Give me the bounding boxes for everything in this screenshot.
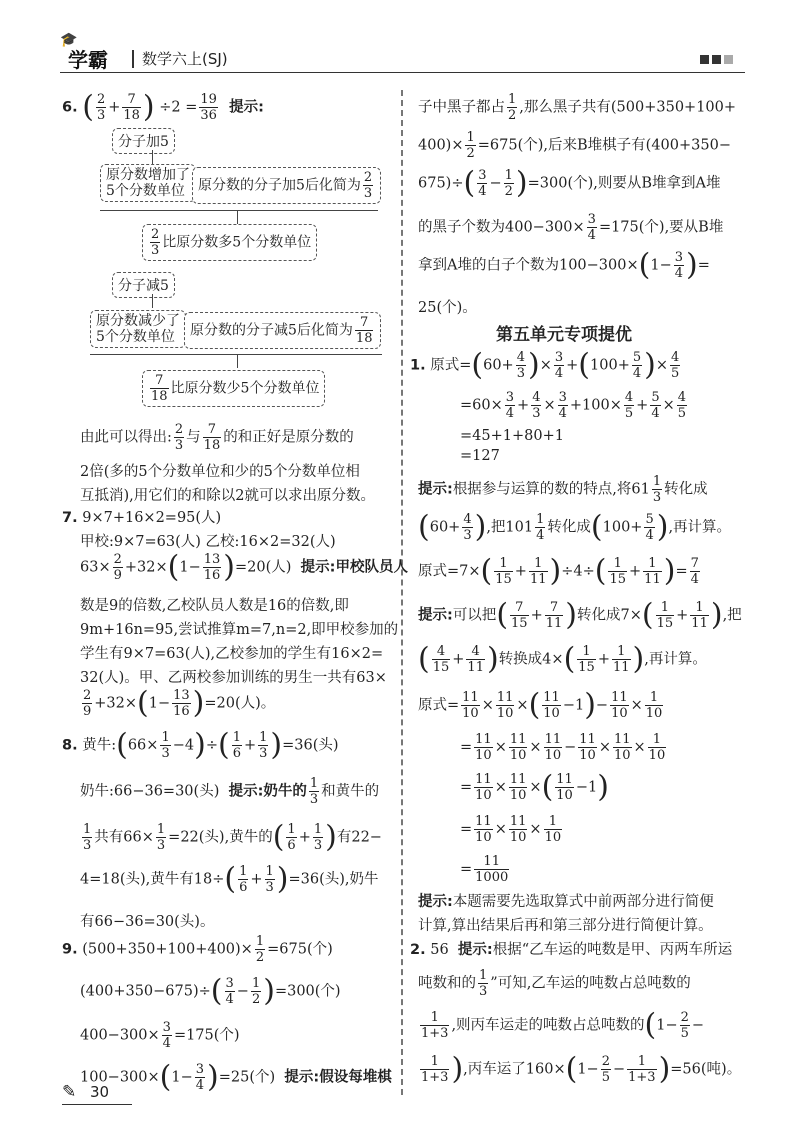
square-icon xyxy=(712,55,721,64)
s1-calc-4: = $\frac{11}{10}$ × $\frac{11}{10}$ × $\frac{11}{10}$ − $\frac{11}{10}$ × $\frac{11}{10}$ × $\frac{1}{10}$ xyxy=(460,732,666,763)
diag-text: 原分数的分子加5后化简为 xyxy=(198,177,361,194)
s1-calc-3: 原式= $\frac{11}{10}$ × $\frac{11}{10}$ ×( $\frac{11}{10}$ −1)− $\frac{11}{10}$ × $\frac{1}{10}$ xyxy=(418,687,663,723)
text: 有22− xyxy=(336,829,382,846)
text: 9×7+16×2=95(人) xyxy=(82,510,222,526)
text: 66× xyxy=(127,737,159,754)
diag-text: 比原分数多5个分数单位 xyxy=(162,234,312,251)
hint-label: 提示: xyxy=(418,481,453,498)
diag-text: 5个分数单位 xyxy=(96,329,175,345)
text: 由此可以得出: xyxy=(80,429,172,446)
hint-text: 提示:甲校队员人 xyxy=(300,559,408,576)
q8-line-5: 有66−36=30(头)。 xyxy=(80,914,215,930)
diag-decrease xyxy=(90,310,186,348)
text: 根据“乙车运的吨数是甲、丙两车所运 xyxy=(492,942,733,958)
s1-hint-3: 提示:可以把( $\frac{7}{15}$ + $\frac{7}{11}$ )转化成7×( $\frac{1}{15}$ + $\frac{1}{11}$ ),把 xyxy=(418,597,742,633)
text: =175(个),要从B堆 xyxy=(598,219,724,236)
diag-increase xyxy=(100,164,196,202)
text: 和黄牛的 xyxy=(321,783,380,800)
text: =20(人)。 xyxy=(204,695,276,712)
diag-less5: $\frac{7}{18}$ 比原分数少5个分数单位 xyxy=(142,370,325,407)
s2-line-1 xyxy=(410,938,732,959)
section-title: 第五单元专项提优 xyxy=(496,325,632,345)
q7-line-4: 数是9的倍数,乙校队员人数是16的倍数,即 xyxy=(80,598,349,614)
text: 675)÷ xyxy=(418,175,464,192)
q7-line-1 xyxy=(62,506,221,527)
s2-line-2: 吨数和的 $\frac{1}{3}$ ”可知,乙车运的吨数占总吨数的 xyxy=(418,968,691,999)
book-title: 数学六上(SJ) xyxy=(142,50,228,68)
s1-calc-6: = $\frac{11}{10}$ × $\frac{11}{10}$ × $\frac{1}{10}$ xyxy=(460,814,562,845)
s1-hint-6: 计算,算出结果后再和第三部分进行简便计算。 xyxy=(418,918,713,934)
q7-line-2: 甲校:9×7=63(人) 乙校:16×2=32(人) xyxy=(80,534,336,550)
text: =22(头),黄牛的 xyxy=(168,829,273,846)
s1-calc-5: = $\frac{11}{10}$ × $\frac{11}{10}$ ×( $\frac{11}{10}$ −1) xyxy=(460,769,609,805)
diag-more5: $\frac{2}{3}$ 比原分数多5个分数单位 xyxy=(142,224,317,261)
text: ,把101 xyxy=(486,519,534,536)
text: 与 xyxy=(186,429,201,446)
footer-rule xyxy=(62,1104,132,1105)
question-number: 8. xyxy=(62,737,78,754)
text: ,再计算。 xyxy=(668,519,732,536)
s1-calc-7: = $\frac{11}{1000}$ xyxy=(460,854,509,885)
q9-line-3: 400−300× $\frac{3}{4}$ =175(个) xyxy=(80,1020,240,1051)
pencil-icon: ✎ xyxy=(62,1082,77,1102)
text: =300(个),则要从B堆拿到A堆 xyxy=(527,175,721,192)
text: 转化成 xyxy=(664,481,708,498)
text: =175(个) xyxy=(173,1027,240,1044)
hint-text: 提示:奶牛的 xyxy=(228,783,307,800)
text: 转换成4× xyxy=(498,651,564,668)
text: 的和正好是原分数的 xyxy=(223,429,354,446)
q9-line-4: 100−300×(1− $\frac{3}{4}$ )=25(个) 提示:假设每堆棋 xyxy=(80,1059,392,1095)
text: 子中黑子都占 xyxy=(418,99,505,116)
text: (400+350−675)÷ xyxy=(80,983,211,1000)
text: =36(头),奶牛 xyxy=(288,871,379,888)
text: 原式= xyxy=(430,357,472,374)
q7-line-6: 学生有9×7=63(人),乙校参加的学生有16×2= xyxy=(80,646,384,662)
s1-hint-4: ( $\frac{4}{15}$ + $\frac{4}{11}$ )转换成4×( $\frac{1}{15}$ + $\frac{1}{11}$ ),再计算。 xyxy=(418,641,707,677)
text: 奶牛:66−36=30(头) xyxy=(80,783,220,800)
s1-hint-5 xyxy=(418,890,714,911)
text: ,把 xyxy=(722,607,742,624)
diag-text: 原分数增加了 xyxy=(106,167,190,183)
diag-text: 原分数的分子减5后化简为 xyxy=(190,322,353,339)
q7-line-7: 32(人)。甲、乙两校参加训练的男生一共有63× xyxy=(80,670,387,686)
q6-tail: ÷2 = xyxy=(159,99,198,116)
text: −4 xyxy=(172,737,195,754)
text: ,那么黑子共有(500+350+100+ xyxy=(519,99,737,116)
text: =675(个) xyxy=(267,941,333,958)
header-rule xyxy=(60,72,745,73)
diag-sub5: 分子减5 xyxy=(112,272,175,298)
column-divider xyxy=(401,90,403,1095)
text: +32× xyxy=(94,695,138,712)
r-line-1: 子中黑子都占 $\frac{1}{2}$ ,那么黑子共有(500+350+100+ xyxy=(418,92,737,123)
diag-connector xyxy=(237,210,238,224)
text: 63× xyxy=(80,559,111,576)
q7-line-5: 9m+16n=95,尝试推算m=7,n=2,即甲校参加的 xyxy=(80,622,399,638)
square-icon xyxy=(724,55,733,64)
hint-label: 提示: xyxy=(418,894,453,910)
text: =300(个) xyxy=(274,983,341,1000)
q8-line-1: 8. 黄牛:(66× $\frac{1}{3}$ −4)÷( $\frac{1}{6}$ + $\frac{1}{3}$ )=36(头) xyxy=(62,727,339,763)
question-number: 2. xyxy=(410,942,426,958)
text: ÷ xyxy=(205,737,218,754)
diag-text: 5个分数单位 xyxy=(106,183,185,199)
q9-line-2: (400+350−675)÷( $\frac{3}{4}$ − $\frac{1}{2}$ )=300(个) xyxy=(80,973,341,1009)
q8-line-4: 4=18(头),黄牛有18÷( $\frac{1}{6}$ + $\frac{1}{3}$ )=36(头),奶牛 xyxy=(80,861,379,897)
text: 吨数和的 xyxy=(418,975,476,992)
text: = xyxy=(697,257,710,274)
hint-text: 提示:假设每堆棋 xyxy=(284,1069,392,1086)
text: 可以把 xyxy=(452,607,497,624)
text: 100−300× xyxy=(80,1069,160,1086)
q7-line-8: $\frac{2}{9}$ +32×(1− $\frac{13}{16}$ )=20(人)。 xyxy=(83,685,276,721)
diag-connector xyxy=(152,294,153,308)
question-number: 1. xyxy=(410,357,426,374)
diag-connector xyxy=(237,354,238,368)
text: =60× xyxy=(460,397,503,414)
r-line-4: 的黑子个数为400−300× $\frac{3}{4}$ =175(个),要从B堆 xyxy=(418,212,724,243)
square-icon xyxy=(700,55,709,64)
text: (500+350+100+400)× xyxy=(82,941,253,958)
page-number: 30 xyxy=(90,1083,110,1101)
diag-sub5-simplify: 原分数的分子减5后化简为 $\frac{7}{18}$ xyxy=(184,312,381,349)
header-divider xyxy=(132,50,134,68)
s1-hint-2: (60+ $\frac{4}{3}$ ),把101 $\frac{1}{4}$ 转化成(100+ $\frac{5}{4}$ ),再计算。 xyxy=(418,509,732,545)
text: 共有66× xyxy=(94,829,154,846)
s1-line-2: =60× $\frac{3}{4}$ + $\frac{4}{3}$ × $\frac{3}{4}$ +100× $\frac{4}{5}$ + $\frac{5}{4}$ × $\frac{4}{5}$ xyxy=(460,390,687,421)
brand-logo: 学霸 xyxy=(68,48,108,72)
diag-text: 比原分数少5个分数单位 xyxy=(170,380,320,397)
s1-hint-1: 提示:根据参与运算的数的特点,将61 $\frac{1}{3}$ 转化成 xyxy=(418,474,708,505)
text: =20(人) xyxy=(235,559,292,576)
diag-connector xyxy=(152,150,153,164)
hint-label: 提示: xyxy=(229,99,264,116)
s2-line-3: $\frac{1}{1+3}$ ,则丙车运走的吨数占总吨数的(1− $\frac{2}{5}$ − xyxy=(421,1007,705,1043)
q6-equation: 6. ( $\frac{2}{3}$ + $\frac{7}{18}$ ) ÷2 = $\frac{19}{36}$ 提示: xyxy=(62,89,264,125)
text: 根据参与运算的数的特点,将61 xyxy=(452,481,650,498)
s1-line-3: =45+1+80+1 xyxy=(460,428,564,444)
page-header xyxy=(60,32,745,72)
text: 黄牛: xyxy=(82,737,117,754)
graduation-cap-icon: 🎓 xyxy=(60,32,78,48)
s1-calc-2: 原式=7×( $\frac{1}{15}$ + $\frac{1}{11}$ )÷4÷( $\frac{1}{15}$ + $\frac{1}{11}$ )= $\frac{7}{4}$ xyxy=(418,553,699,589)
diag-add5-simplify: 原分数的分子加5后化简为 $\frac{2}{3}$ xyxy=(192,167,381,204)
text: 400−300× xyxy=(80,1027,160,1044)
text: 拿到A堆的白子个数为100−300× xyxy=(418,257,639,274)
text: =25(个) xyxy=(218,1069,276,1086)
q6-explain-2: 2倍(多的5个分数单位和少的5个分数单位相 xyxy=(80,464,360,480)
q6-explain-3: 互抵消),用它们的和除以2就可以求出原分数。 xyxy=(80,488,375,504)
text: 4=18(头),黄牛有18÷ xyxy=(80,871,225,888)
text: =675(个),后来B堆棋子有(400+350− xyxy=(477,137,731,154)
diag-connector xyxy=(90,354,382,355)
text: 转化成 xyxy=(547,519,591,536)
q8-line-2: 奶牛:66−36=30(头) 提示:奶牛的 $\frac{1}{3}$ 和黄牛的 xyxy=(80,776,380,807)
text: ÷4÷ xyxy=(561,563,595,580)
diag-add5: 分子加5 xyxy=(112,128,175,154)
diag-text: 原分数减少了 xyxy=(96,313,180,329)
r-line-3: 675)÷( $\frac{3}{4}$ − $\frac{1}{2}$ )=300(个),则要从B堆拿到A堆 xyxy=(418,165,721,201)
text: ”可知,乙车运的吨数占总吨数的 xyxy=(490,975,691,992)
question-number: 9. xyxy=(62,941,78,958)
s1-line-4: =127 xyxy=(460,448,500,464)
q6-explain-1: 由此可以得出: $\frac{2}{3}$ 与 $\frac{7}{18}$ 的和正好是原分数的 xyxy=(80,422,354,453)
text: 转化成7× xyxy=(577,607,642,624)
s1-line-1: 1. 原式=(60+ $\frac{4}{3}$ )× $\frac{3}{4}$ +(100+ $\frac{5}{4}$ )× $\frac{4}{5}$ xyxy=(410,347,680,383)
text: 的黑子个数为400−300× xyxy=(418,219,585,236)
text: ,再计算。 xyxy=(644,651,707,668)
question-number: 6. xyxy=(62,99,78,116)
text: =56(吨)。 xyxy=(670,1061,742,1078)
hint-label: 提示: xyxy=(418,607,453,624)
hint-label: 提示: xyxy=(457,942,493,958)
r-line-6: 25(个)。 xyxy=(418,300,477,316)
diag-connector xyxy=(100,210,378,211)
text: = xyxy=(675,563,688,580)
text: 原式=7× xyxy=(418,563,481,580)
text: ,丙车运了160× xyxy=(463,1061,566,1078)
question-number: 7. xyxy=(62,510,78,526)
text: 原式= xyxy=(418,697,460,714)
r-line-5: 拿到A堆的白子个数为100−300×(1− $\frac{3}{4}$ )= xyxy=(418,247,710,283)
text: =36(头) xyxy=(282,737,339,754)
text: 56 xyxy=(430,942,449,958)
q7-line-3: 63× $\frac{2}{9}$ +32×(1− $\frac{13}{16}$ )=20(人) 提示:甲校队员人 xyxy=(80,549,408,585)
text: +32× xyxy=(124,559,168,576)
r-line-2: 400)× $\frac{1}{2}$ =675(个),后来B堆棋子有(400+350− xyxy=(418,130,731,161)
text: ,则丙车运走的吨数占总吨数的 xyxy=(451,1017,645,1034)
s2-line-4: $\frac{1}{1+3}$ ),丙车运了160×(1− $\frac{2}{5}$ − $\frac{1}{1+3}$ )=56(吨)。 xyxy=(421,1051,742,1087)
q8-line-3: $\frac{1}{3}$ 共有66× $\frac{1}{3}$ =22(头),黄牛的( $\frac{1}{6}$ + $\frac{1}{3}$ )有22− xyxy=(83,819,382,855)
text: 本题需要先选取算式中前两部分进行简便 xyxy=(452,894,714,910)
text: 400)× xyxy=(418,137,464,154)
q9-line-1: 9. (500+350+100+400)× $\frac{1}{2}$ =675(个) xyxy=(62,934,333,965)
